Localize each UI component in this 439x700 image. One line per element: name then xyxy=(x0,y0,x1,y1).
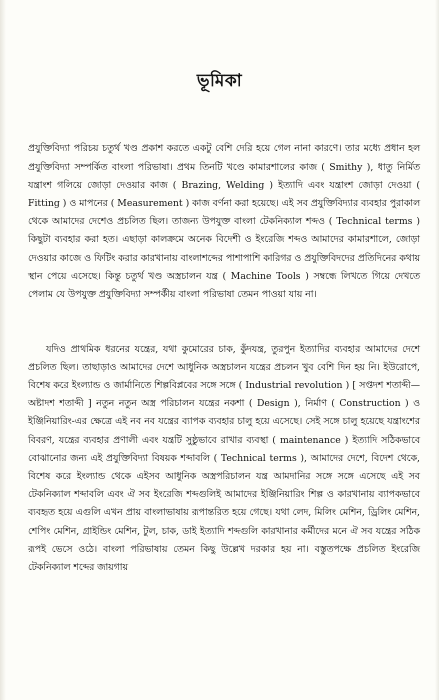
preface-body xyxy=(28,104,423,614)
paragraph-2: যদিও প্রাথমিক ধরনের যন্ত্রের, যথা কুমোরের চাক, কুঁদযন্ত্র, তুরপুন ইত্যাদির ব্যবহার আমাদের দেশে প্রচলিত ছিল। তাছাড়াও আমাদের দেশে আধুনিক অস্ত্রচালন যন্ত্রের প্রচলন খুব বেশি দিন হয় নি। ইউরোপে, বিশেষ করে ইংল্যান্ড ও জার্মানিতে শিল্পবিপ্লবের সঙ্গে সঙ্গে ( Industrial revolution ) [ সপ্তদশ শতাব্দী—অষ্টাদশ শতাব্দী ] নতুন নতুন অস্ত্র পরিচালন যন্ত্রের নকশা ( Design ), নির্মাণ ( Construction ) ও ইঞ্জিনিয়ারিং-এর ক্ষেত্রে এই নব নব যন্ত্রের ব্যাপক ব্যবহার চালু হয়ে এসেছে। সেই সঙ্গে চালু হয়েছে যন্ত্রাংশের বিবরণ, যন্ত্রের ব্যবহার প্রণালী এবং যন্ত্রটি সুষ্ঠুভাবে রাখার ব্যবস্থা ( maintenance ) ইত্যাদি সঠিকভাবে বোঝানোর জন্য এই প্রযুক্তিবিদ্যা বিষয়ক শব্দাবলি ( Technical terms ), আমাদের দেশে, বিদেশ থেকে, বিশেষ করে ইংল্যান্ড থেকে এইসব আধুনিক অস্ত্রপরিচালন যন্ত্র আমদানির সঙ্গে সঙ্গে এসেছে এই সব টেকনিক্যাল শব্দাবলি এবং ঐ সব ইংরেজি শব্দগুলিই আমাদের ইঞ্জিনিয়ারিং শিল্প ও কারখানায় ব্যাপকভাবে ব্যবহৃত হয়ে এগুলি এখন প্রায় বাংলাভাষায় রূপান্তরিত হয়ে গেছে। যথা লেদ, মিলিং মেশিন, ড্রিলিং মেশিন, শেপিং মেশিন, গ্রাইন্ডিং মেশিন, টুল, চাক, ডাই ইত্যাদি শব্দগুলি কারখানার কর্মীদের মনে ঐ সব যন্ত্রের সঠিক রূপই ভেসে ওঠে। বাংলা পরিভাষায় তেমন কিছু উল্লেখ দরকার হয় না। বস্তুতপক্ষে প্রচলিত ইংরেজি টেকনিক্যাল শব্দের জায়গায় xyxy=(28,343,423,574)
page-right-edge-shadow xyxy=(435,0,439,700)
preface-heading: ভূমিকা xyxy=(196,71,243,91)
paragraph-1: প্রযুক্তিবিদ্যা পরিচয় চতুর্থ খণ্ড প্রকাশ করতে একটু বেশি দেরি হয়ে গেল নানা কারণে। তার মধ্যে প্রধান হল প্রযুক্তিবিদ্যা সম্পর্কিত বাংলা পরিভাষা। প্রথম তিনটি খণ্ডে কামারশালের কাজ ( Smithy ), ধাতু নির্মিত যন্ত্রাংশ গলিয়ে জোড়া দেওয়ার কাজ ( Brazing, Welding ) ইত্যাদি এবং যন্ত্রাংশ জোড়া দেওয়া ( Fitting ) ও মাপনের ( Measurement ) কাজ বর্ণনা করা হয়েছে। এই সব প্রযুক্তিবিদ্যার ব্যবহার পুরাকাল থেকে আমাদের দেশেও প্রচলিত ছিল। তাজন্য উপযুক্ত বাংলা টেকনিক্যাল শব্দও ( Technical terms ) কিছুটা ব্যবহার করা হত। এছাড়া কালক্রমে অনেক বিদেশী ও ইংরেজি শব্দও আমাদের কামারশালে, জোড়া দেওয়ার কাজে ও ফিটিং করার কারখানায় বাংলাশব্দের পাশাপাশি কারিগর ও প্রযুক্তিবিদদের প্রতিদিনের কথায় স্থান পেয়ে এসেছে। কিন্তু চতুর্থ খণ্ড অস্ত্রচালন যন্ত্র ( Machine Tools ) সম্বন্ধে লিখতে গিয়ে দেখতে পেলাম যে উপযুক্ত প্রযুক্তিবিদ্যা সম্পর্কীয় বাংলা পরিভাষা তেমন পাওয়া যায় না। xyxy=(28,143,423,301)
page-left-edge-shadow xyxy=(0,0,6,700)
